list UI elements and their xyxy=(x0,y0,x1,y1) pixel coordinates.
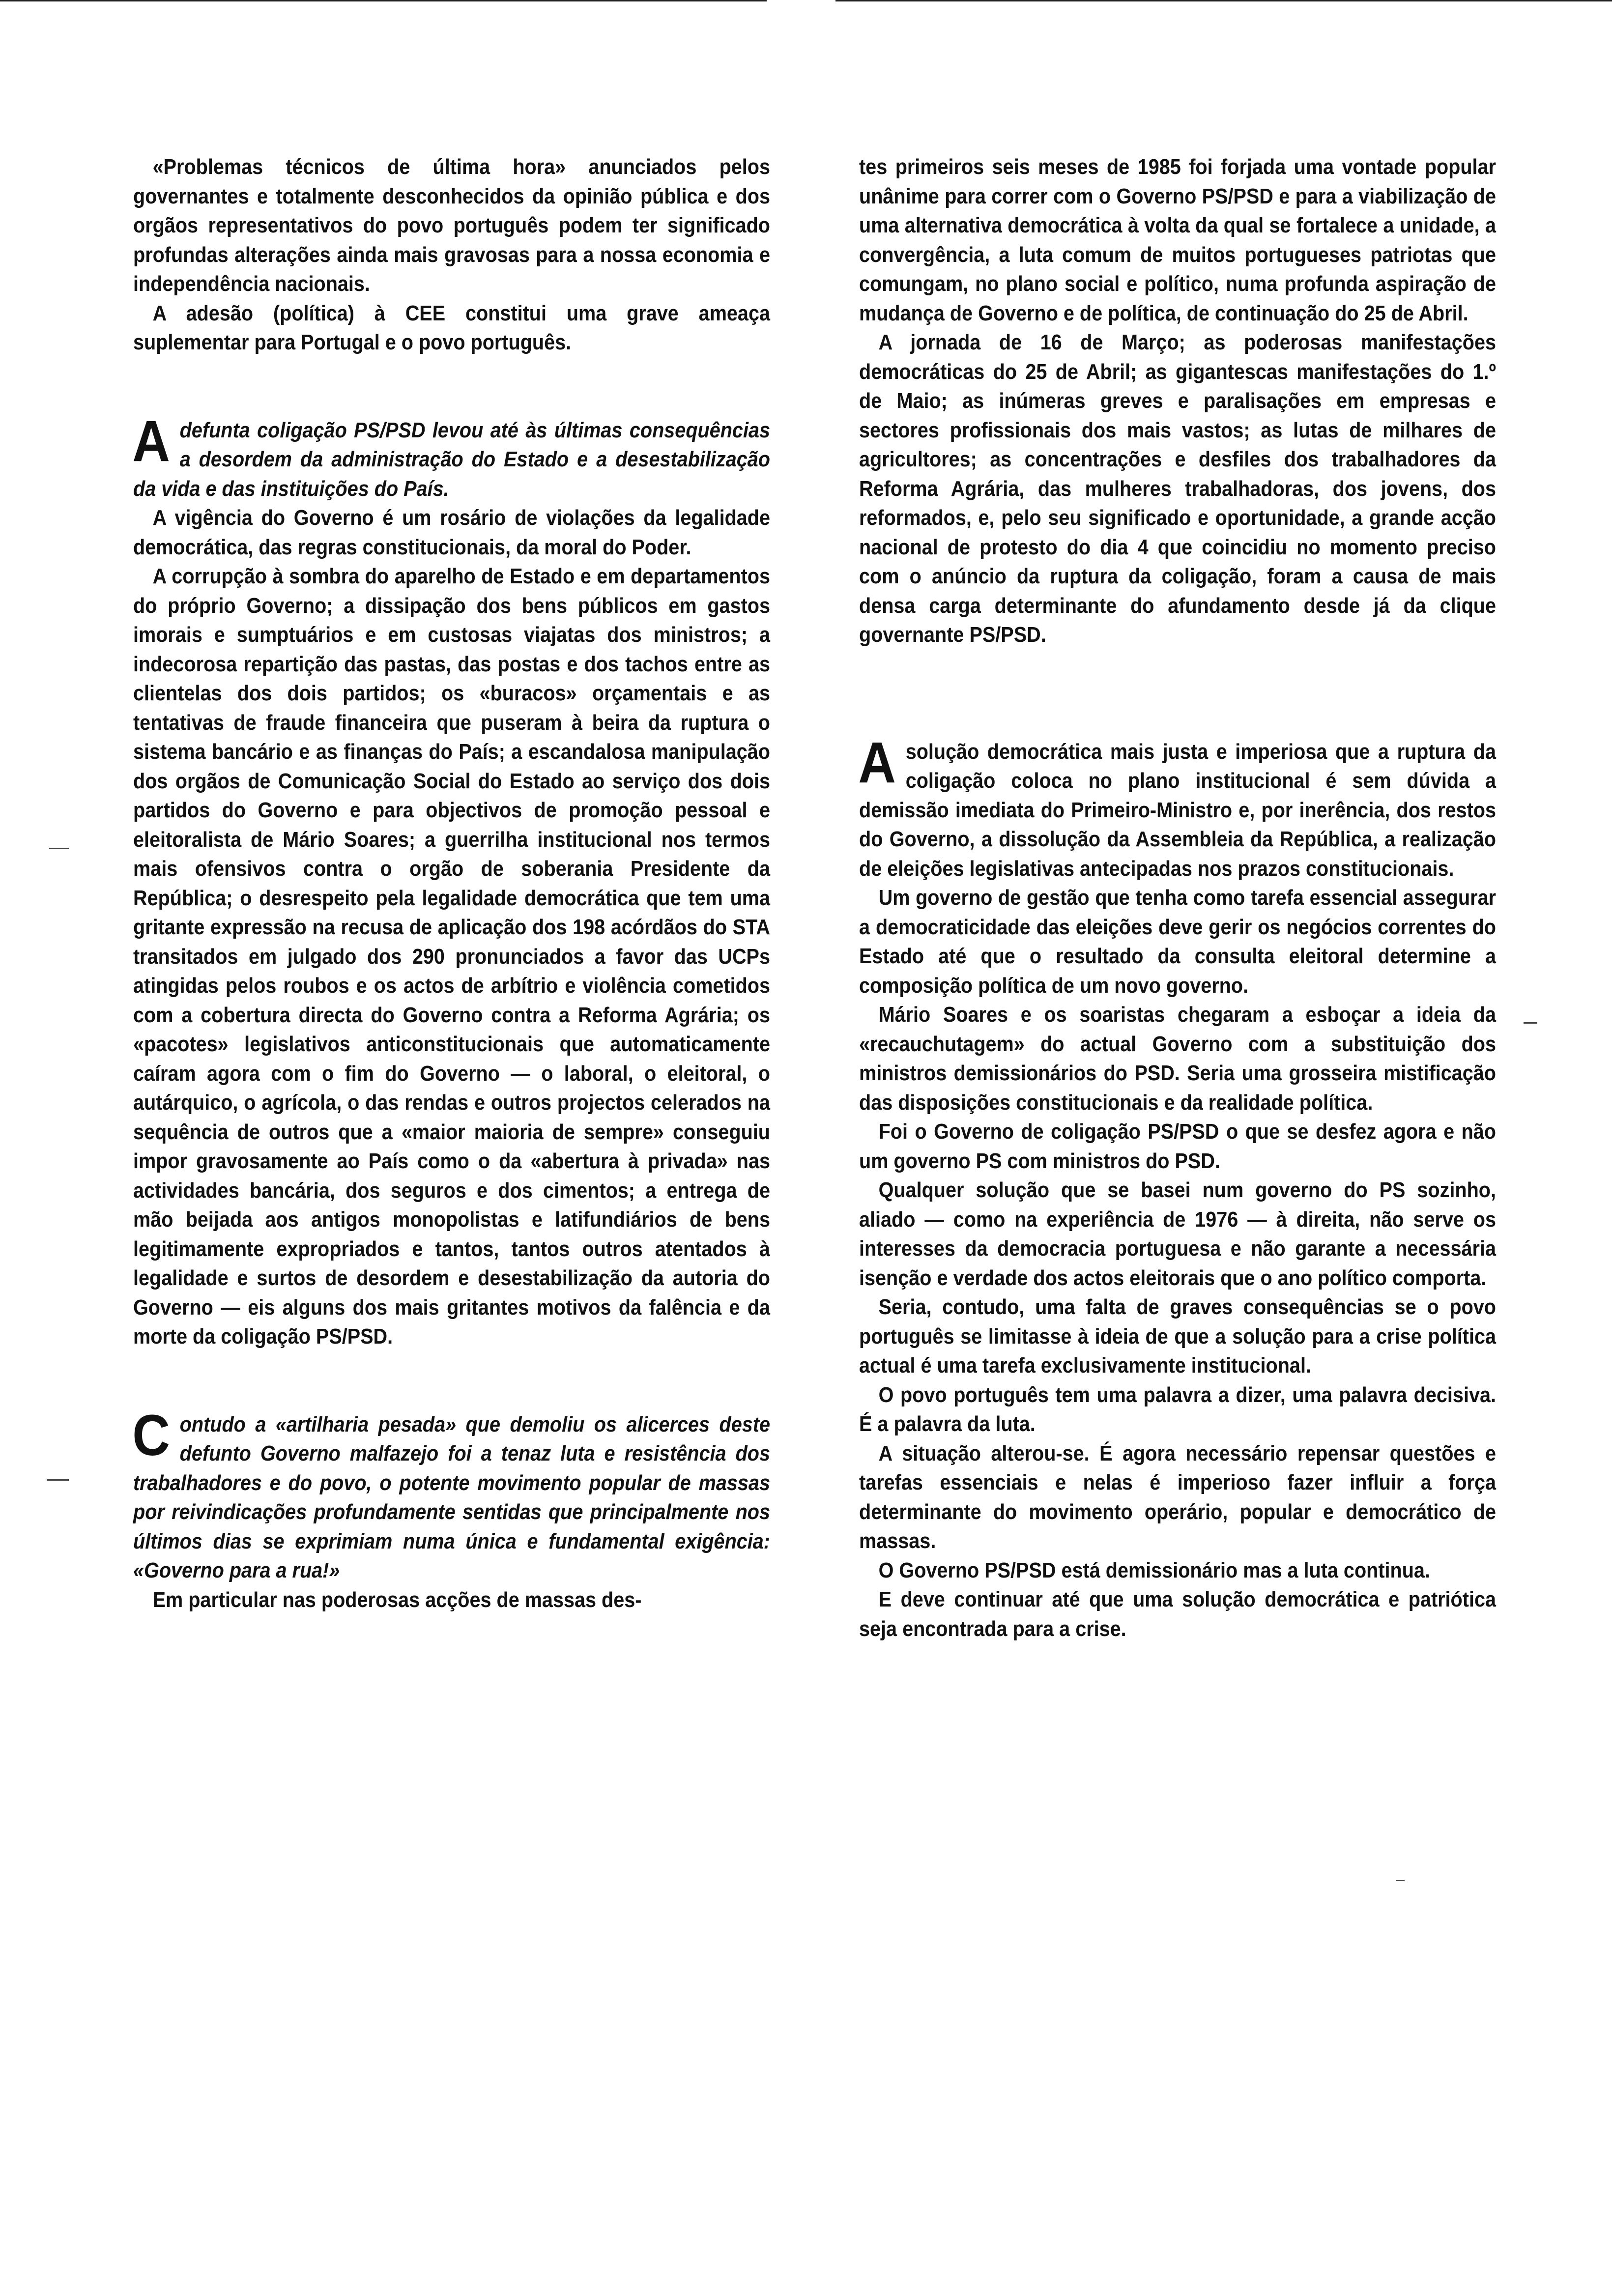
lead-text: ontudo a «artilharia pesada» que demoliu os alicerces deste defunto Governo malfazejo foi a tenaz luta e resistência dos trabalhadores e do povo, o potente movimento popular de massas por reivindicações profundamente sentidas que principalmente nos últimos dias se exprimiam numa única e fundamental exigência: «Governo para a rua!» xyxy=(133,1412,770,1582)
drop-cap: C xyxy=(132,1403,170,1468)
drop-cap: A xyxy=(132,408,170,474)
paragraph: A adesão (política) à CEE constitui uma grave ameaça suplementar para Portugal e o povo português. xyxy=(133,301,771,354)
paragraph: O povo português tem uma palavra a dizer, uma palavra decisiva. É a palavra da luta. xyxy=(859,1382,1496,1436)
section-lead-paragraph xyxy=(132,408,770,504)
lead-text: solução democrática mais justa e imperiosa que a ruptura da coligação coloca no plano institucional é sem dúvida a demissão imediata do Primeiro-Ministro e, por inerência, dos restos do Governo, a dissolução da Assembleia da República, a realização de eleições legislativas antecipadas nos prazos constitucionais. xyxy=(859,739,1496,881)
paragraph: Foi o Governo de coligação PS/PSD o que se desfez agora e não um governo PS com ministros do PSD. xyxy=(859,1119,1496,1173)
scan-speck xyxy=(1524,1022,1537,1024)
scan-speck xyxy=(49,848,69,849)
scan-speck xyxy=(1396,1880,1405,1881)
paragraph: «Problemas técnicos de última hora» anunciados pelos governantes e totalmente desconhecidos da opinião pública e dos orgãos representativos do povo português podem ter significado profundas alterações ainda mais gravosas para a nossa economia e independência nacionais. xyxy=(133,155,771,296)
paragraph: A vigência do Governo é um rosário de violações da legalidade democrática, das regras constitucionais, da moral do Poder. xyxy=(133,506,771,559)
scan-speck xyxy=(47,1479,69,1481)
left-column xyxy=(133,152,770,1614)
paragraph: A situação alterou-se. É agora necessário repensar questões e tarefas essenciais e nelas é imperioso fazer influir a força determinante do movimento operário, popular e democrático de massas. xyxy=(859,1441,1496,1553)
paragraph: tes primeiros seis meses de 1985 foi forjada uma vontade popular unânime para correr com o Governo PS/PSD e para a viabilização de uma alternativa democrática à volta da qual se fortalece a unidade, a convergência, a luta comum de muitos portugueses patriotas que comungam, no plano social e político, numa profunda aspiração de mudança de Governo e de política, de continuação do 25 de Abril. xyxy=(859,155,1496,325)
top-rule-left xyxy=(0,0,767,1)
paragraph: A corrupção à sombra do aparelho de Estado e em departamentos do próprio Governo; a dissipação dos bens públicos em gastos imorais e sumptuários e em custosas viajatas dos ministros; a indecorosa repartição das pastas, das postas e dos tachos entre as clientelas dos dois partidos; os «buracos» orçamentais e as tentativas de fraude financeira que puseram à beira da ruptura o sistema bancário e as finanças do País; a escandalosa manipulação dos orgãos de Comunicação Social do Estado ao serviço dos dois partidos do Governo e para objectivos de promoção pessoal e eleitoralista de Mário Soares; a guerrilha institucional nos termos mais ofensivos contra o orgão de soberania Presidente da República; o desrespeito pela legalidade democrática que tem uma gritante expressão na recusa de aplicação dos 198 acórdãos do STA transitados em julgado dos 290 pronunciados a favor das UCPs atingidas pelos roubos e os actos de arbítrio e violência cometidos com a cobertura directa do Governo contra a Reforma Agrária; os «pacotes» legislativos anticonstitucionais que automaticamente caíram agora com o fim do Governo — o laboral, o eleitoral, o autárquico, o agrícola, o das rendas e outros projectos celerados na sequência de outros que a «maior maioria de sempre» conseguiu impor gravosamente ao País como o da «abertura à privada» nas actividades bancária, dos seguros e dos cimentos; a entrega de mão beijada aos antigos monopolistas e latifundiários de bens legitimamente expropriados e tantos, tantos outros atentados à legalidade e surtos de desordem e desestabilização da autoria do Governo — eis alguns dos mais gritantes motivos da falência e da morte da coligação PS/PSD. xyxy=(133,564,771,1349)
section-lead-paragraph xyxy=(858,730,1496,884)
paragraph: A jornada de 16 de Março; as poderosas manifestações democráticas do 25 de Abril; as gigantescas manifestações do 1.º de Maio; as inúmeras greves e paralisações em empresas e sectores profissionais dos mais vastos; as lutas de milhares de agricultores; as concentrações e desfiles dos trabalhadores da Reforma Agrária, das mulheres trabalhadoras, dos jovens, dos reformados, e, pelo seu significado e oportunidade, a grande acção nacional de protesto do dia 4 que coincidiu no momento preciso com o anúncio da ruptura da coligação, foram a causa de mais densa carga determinante do afundamento desde já da clique governante PS/PSD. xyxy=(859,330,1496,647)
section-gap xyxy=(133,1351,770,1410)
drop-cap: A xyxy=(858,730,896,795)
section-gap xyxy=(133,357,770,416)
paragraph: Um governo de gestão que tenha como tarefa essencial assegurar a democraticidade das eleições deve gerir os negócios correntes do Estado até que o resultado da consulta eleitoral determine a composição política de um novo governo. xyxy=(859,886,1496,998)
paragraph: Qualquer solução que se basei num governo do PS sozinho, aliado — como na experiência de 1976 — à direita, não serve os interesses da democracia portuguesa e não garante a necessária isenção e verdade dos actos eleitorais que o ano político comporta. xyxy=(859,1178,1496,1290)
paragraph: E deve continuar até que uma solução democrática e patriótica seja encontrada para a crise. xyxy=(859,1587,1496,1641)
section-lead-paragraph xyxy=(132,1403,770,1585)
section-gap xyxy=(859,650,1496,737)
lead-text: defunta coligação PS/PSD levou até às últimas consequências a desordem da administração do Estado e a desestabilização da vida e das instituições do País. xyxy=(133,418,770,501)
paragraph: Seria, contudo, uma falta de graves consequências se o povo português se limitasse à ideia de que a solução para a crise política actual é uma tarefa exclusivamente institucional. xyxy=(859,1295,1496,1378)
paragraph: Mário Soares e os soaristas chegaram a esboçar a ideia da «recauchutagem» do actual Governo com a substituição dos ministros demissionários do PSD. Seria uma grosseira mistificação das disposições constitucionais e da realidade política. xyxy=(859,1003,1496,1115)
paragraph: Em particular nas poderosas acções de massas des- xyxy=(152,1587,642,1612)
top-rule-right xyxy=(835,0,1612,1)
paragraph: O Governo PS/PSD está demissionário mas a luta continua. xyxy=(878,1558,1430,1582)
right-column xyxy=(859,152,1496,1643)
